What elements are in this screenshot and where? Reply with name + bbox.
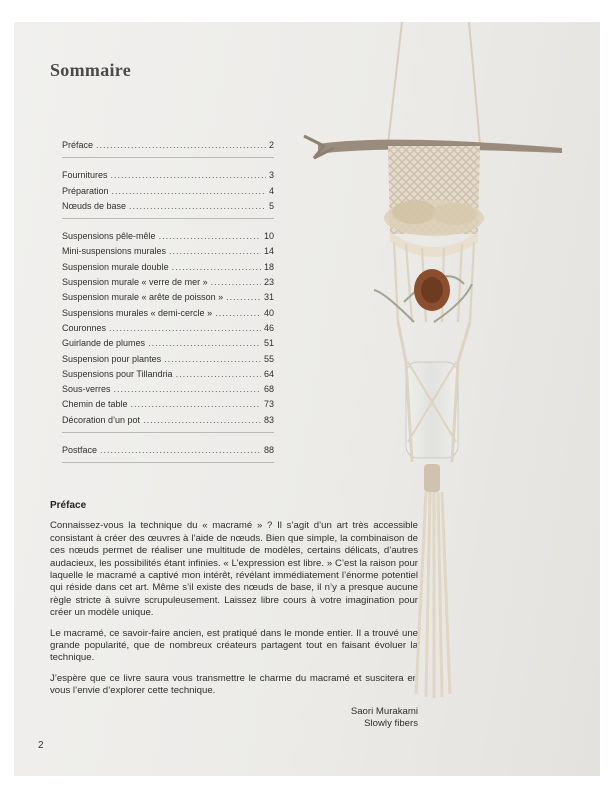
toc-entry-title: Suspensions murales « demi-cercle » (62, 307, 213, 318)
toc-entry-title: Fournitures (62, 170, 108, 181)
toc-entry[interactable] (62, 184, 274, 199)
toc-entry-page: 46 (263, 322, 274, 333)
toc-group (62, 229, 274, 433)
toc-entry-title: Mini-suspensions murales (62, 246, 167, 257)
toc-entry-page: 73 (263, 399, 274, 410)
toc-entry-title: Suspension murale double (62, 261, 169, 272)
toc-entry-page: 2 (268, 140, 274, 150)
toc-entry-page: 10 (263, 231, 274, 242)
toc-entry-page: 5 (268, 200, 274, 211)
signature-author: Saori Murakami (350, 705, 418, 717)
toc-entry-page: 55 (263, 353, 274, 364)
toc-entry-title: Suspension murale « arête de poisson » (62, 292, 224, 303)
table-of-contents (62, 138, 274, 473)
toc-entry-page: 68 (263, 384, 274, 395)
toc-entry-page: 3 (268, 170, 274, 181)
toc-entry[interactable] (62, 321, 274, 336)
toc-entry-page: 14 (263, 246, 274, 257)
toc-entry[interactable] (62, 352, 274, 367)
toc-group (62, 168, 274, 219)
toc-leader-dots (226, 290, 261, 305)
toc-leader-dots (176, 367, 261, 382)
toc-entry[interactable] (62, 138, 274, 153)
preface-paragraph-3: J’espère que ce livre saura vous transmettre le charme du macramé et suscitera en vous l’envie d’explorer cette technique. (50, 672, 418, 697)
toc-entry[interactable] (62, 413, 274, 428)
toc-entry[interactable] (62, 199, 274, 214)
toc-entry[interactable] (62, 229, 274, 244)
toc-leader-dots (143, 413, 261, 428)
toc-leader-dots (109, 321, 261, 336)
toc-leader-dots (131, 397, 261, 412)
toc-entry[interactable] (62, 275, 274, 290)
toc-entry[interactable] (62, 168, 274, 183)
toc-entry[interactable] (62, 367, 274, 382)
toc-entry-title: Suspensions pêle-mêle (62, 231, 156, 242)
toc-entry-title: Nœuds de base (62, 200, 127, 211)
toc-entry[interactable] (62, 290, 274, 305)
toc-entry-title: Préface (62, 140, 94, 150)
toc-entry-title: Suspension murale « verre de mer » (62, 277, 208, 288)
toc-entry-page: 40 (263, 307, 274, 318)
toc-entry[interactable] (62, 306, 274, 321)
toc-entry-title: Chemin de table (62, 399, 128, 410)
preface-paragraph-2: Le macramé, ce savoir-faire ancien, est pratiqué dans le monde entier. Il a trouvé une grande popularité, que de nombreux créateurs partagent tout en faisant évoluer la technique. (50, 627, 418, 664)
toc-entry[interactable] (62, 443, 274, 458)
toc-group (62, 443, 274, 463)
toc-entry-title: Guirlande de plumes (62, 338, 146, 349)
toc-entry-title: Préparation (62, 185, 109, 196)
toc-entry-page: 18 (263, 261, 274, 272)
toc-entry[interactable] (62, 260, 274, 275)
toc-entry-title: Sous-verres (62, 384, 111, 395)
toc-entry-page: 51 (263, 338, 274, 349)
toc-leader-dots (114, 382, 261, 397)
toc-leader-dots (159, 229, 261, 244)
toc-entry[interactable] (62, 382, 274, 397)
page-title: Sommaire (50, 60, 132, 80)
signature-brand: Slowly fibers (364, 718, 418, 730)
toc-entry[interactable] (62, 397, 274, 412)
toc-leader-dots (148, 336, 261, 351)
toc-entry-title: Postface (62, 445, 98, 456)
toc-entry-page: 23 (263, 277, 274, 288)
toc-group (62, 138, 274, 158)
toc-entry-page: 4 (268, 185, 274, 196)
toc-entry-title: Décoration d’un pot (62, 414, 141, 425)
toc-leader-dots (100, 443, 261, 458)
toc-leader-dots (164, 352, 261, 367)
toc-leader-dots (112, 184, 266, 199)
toc-entry-page: 64 (263, 368, 274, 379)
toc-entry-page: 31 (263, 292, 274, 303)
toc-leader-dots (211, 275, 261, 290)
preface-heading: Préface (50, 500, 87, 511)
toc-leader-dots (111, 168, 266, 183)
toc-entry-title: Suspensions pour Tillandria (62, 368, 173, 379)
toc-leader-dots (172, 260, 261, 275)
toc-entry-page: 88 (263, 445, 274, 456)
preface-paragraph-1: Connaissez-vous la technique du « macramé » ? Il s’agit d’un art très accessible consistant à créer des œuvres à l’aide de nœuds. Bien que simple, la combinaison de ces nœuds permet de réaliser une multitude de modèles, certains délicats, d’autres audacieux, les possibilités étant infinies. « L’expression est libre. » C’est la raison pour laquelle le macramé a captivé mon intérêt, révélant immédiatement l’énorme potentiel qui réside dans cet art. Même s’il existe des nœuds de base, il n’y a presque aucune règle stricte à suivre scrupuleusement. Laissez libre cours à votre imagination pour créer un modèle unique. (50, 520, 418, 619)
macrame-plant-hanger-photo (294, 22, 600, 776)
toc-entry-title: Suspension pour plantes (62, 353, 162, 364)
toc-entry[interactable] (62, 244, 274, 259)
book-page (14, 22, 600, 776)
toc-leader-dots (169, 244, 261, 259)
toc-entry-title: Couronnes (62, 322, 107, 333)
page-number: 2 (38, 740, 44, 751)
toc-leader-dots (96, 138, 266, 153)
toc-entry-page: 83 (263, 414, 274, 425)
toc-entry[interactable] (62, 336, 274, 351)
toc-leader-dots (129, 199, 266, 214)
toc-leader-dots (215, 306, 261, 321)
